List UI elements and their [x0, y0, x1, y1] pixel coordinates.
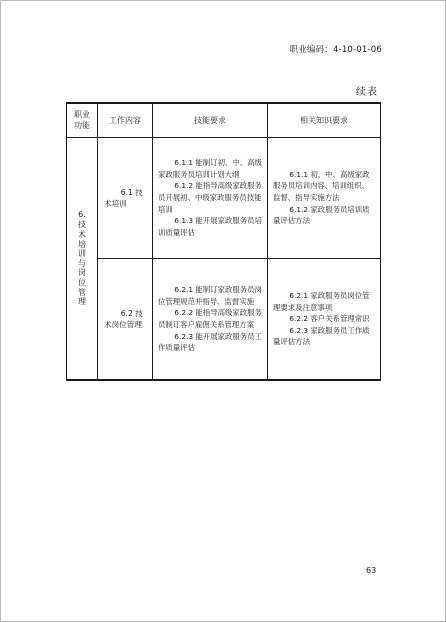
knowledge-item: 6.2.2 客户关系管理常识 — [289, 314, 370, 324]
skills-table — [66, 102, 381, 381]
occupation-code: 职业编码：4-10-01-06 — [289, 45, 382, 55]
header-content: 工作内容 — [98, 103, 153, 137]
skills-cell — [153, 137, 268, 258]
skill-item: 6.2.1 能制订家政服务员岗位管理规范并指导、监督实施 — [158, 285, 262, 306]
content-cell — [98, 137, 153, 258]
content-text: 6.1 技术培训 — [104, 187, 143, 208]
knowledge-cell — [268, 137, 381, 258]
content-text: 6.2 技术岗位管理 — [104, 309, 143, 330]
continued-label: 续表 — [356, 87, 378, 98]
table-row — [67, 259, 381, 380]
content-cell — [98, 259, 153, 380]
header-skills: 技能要求 — [153, 103, 268, 137]
skill-item: 6.2.2 能指导高级家政服务员制订客户雇佣关系管理方案 — [158, 308, 262, 330]
knowledge-item: 6.1.1 初、中、高级家政服务员培训内容、培训组织、监督、指导实施方法 — [273, 169, 370, 203]
page-number: 63 — [366, 566, 377, 575]
skills-cell — [153, 259, 268, 380]
skill-item: 6.1.1 能制订初、中、高级家政服务员培训计划大纲 — [158, 158, 262, 179]
knowledge-item: 6.1.2 家政服务员培训质量评估方法 — [273, 204, 370, 226]
function-title: 技术培训与岗位管理 — [78, 220, 86, 307]
skill-item: 6.1.2 能指导高级家政服务员开展初、中级家政服务员技能培训 — [158, 181, 262, 214]
skill-item: 6.2.3 能开展家政服务员工作质量评估 — [158, 331, 262, 353]
knowledge-cell — [268, 259, 381, 380]
header-knowledge: 相关知识要求 — [268, 103, 381, 137]
header-function: 职业功能 — [67, 103, 98, 137]
table-header-row — [67, 103, 381, 137]
knowledge-item: 6.2.3 家政服务员工作质量评估方法 — [273, 325, 370, 347]
knowledge-item: 6.2.1 家政服务员岗位管理要求及注意事项 — [273, 291, 370, 312]
table-row — [67, 137, 381, 258]
skill-item: 6.1.3 能开展家政服务员培训质量评估 — [158, 216, 262, 237]
function-number: 6. — [78, 209, 86, 219]
function-cell — [67, 137, 98, 380]
